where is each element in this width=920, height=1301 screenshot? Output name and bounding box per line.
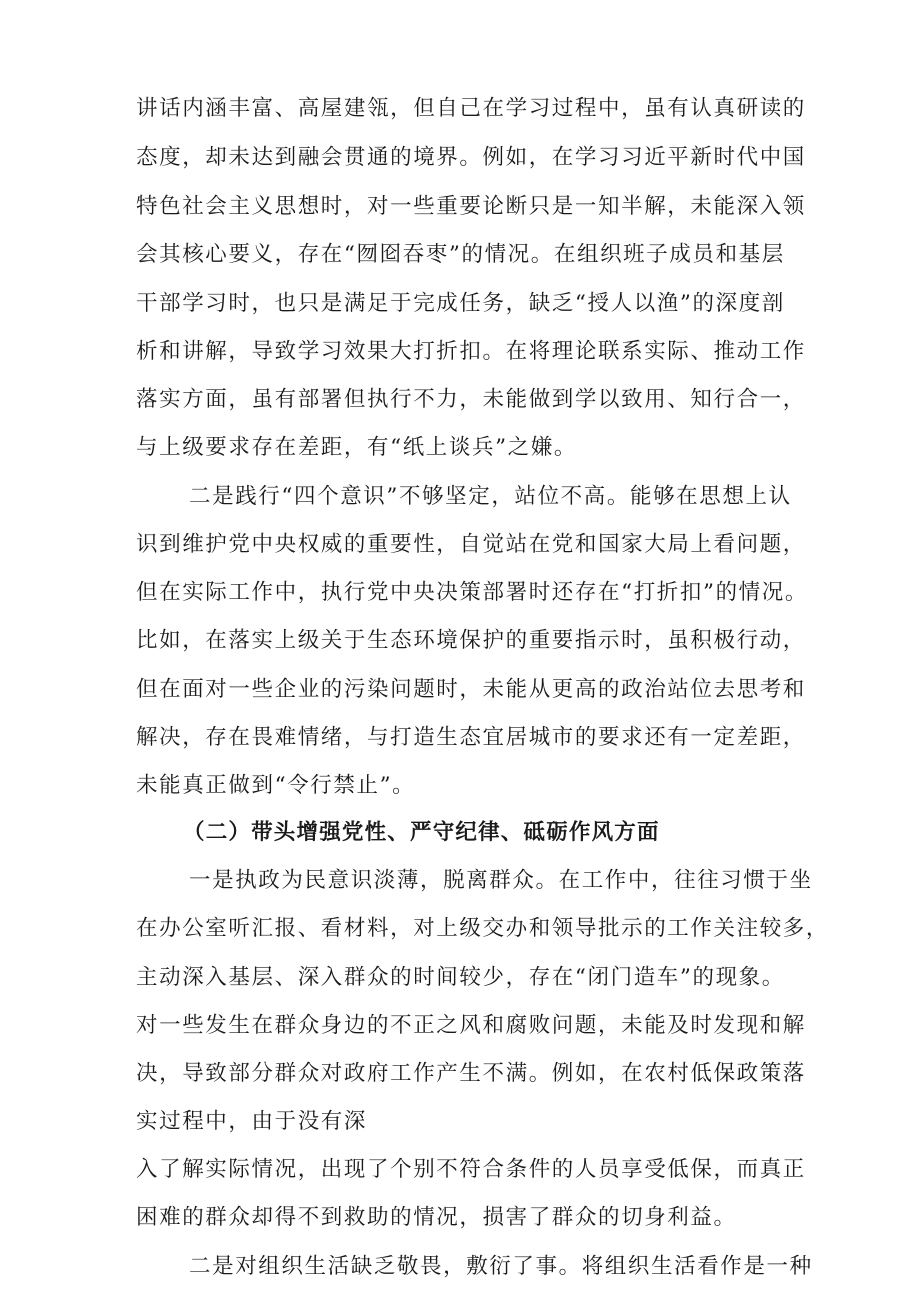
text-line: 比如，在落实上级关于生态环境保护的重要指示时，虽积极行动， [136, 628, 806, 653]
text-line: 落实方面，虽有部署但执行不力，未能做到学以致用、知行合一， [136, 387, 806, 412]
paragraph-first-line: 二是对组织生活缺乏敬畏，敷衍了事。将组织生活看作是一种 [189, 1254, 813, 1279]
text-line: 会其核心要义，存在“囫囵吞枣”的情况。在组织班子成员和基层 [136, 242, 785, 267]
text-line: 干部学习时，也只是满足于完成任务，缺乏“授人以渔”的深度剖 [136, 291, 785, 316]
text-line: 实过程中，由于没有深 [136, 1109, 368, 1134]
text-line: 主动深入基层、深入群众的时间较少，存在“闭门造车”的现象。 [136, 965, 785, 990]
paragraph-first-line: 一是执政为民意识淡薄，脱离群众。在工作中，往往习惯于坐 [189, 868, 813, 893]
text-line: 入了解实际情况，出现了个别不符合条件的人员享受低保，而真正 [136, 1157, 806, 1182]
text-line: 但在实际工作中，执行党中央决策部署时还存在“打折扣”的情况。 [136, 580, 808, 605]
text-line: 困难的群众却得不到救助的情况，损害了群众的切身利益。 [136, 1205, 737, 1230]
text-line: 对一些发生在群众身边的不正之风和腐败问题，未能及时发现和解 [136, 1013, 806, 1038]
text-line: 析和讲解，导致学习效果大打折扣。在将理论联系实际、推动工作 [136, 339, 806, 364]
text-line: 在办公室听汇报、看材料，对上级交办和领导批示的工作关注较多， [136, 916, 830, 941]
text-line: 决，导致部分群众对政府工作产生不满。例如，在农村低保政策落 [136, 1061, 806, 1086]
text-line: 讲话内涵丰富、高屋建瓴，但自己在学习过程中，虽有认真研读的 [136, 96, 806, 121]
text-line: 识到维护党中央权威的重要性，自觉站在党和国家大局上看问题， [136, 532, 806, 557]
section-heading: （二）带头增强党性、严守纪律、砥砺作风方面 [183, 820, 660, 845]
text-line: 但在面对一些企业的污染问题时，未能从更高的政治站位去思考和 [136, 677, 806, 702]
text-line: 解决，存在畏难情绪，与打造生态宜居城市的要求还有一定差距， [136, 725, 806, 750]
paragraph-first-line: 二是践行“四个意识”不够坚定，站位不高。能够在思想上认 [189, 484, 792, 509]
text-line: 态度，却未达到融会贯通的境界。例如，在学习习近平新时代中国 [136, 145, 806, 170]
text-line: 未能真正做到“令行禁止”。 [136, 773, 416, 798]
text-line: 与上级要求存在差距，有“纸上谈兵”之嫌。 [136, 435, 577, 460]
text-line: 特色社会主义思想时，对一些重要论断只是一知半解，未能深入领 [136, 194, 806, 219]
